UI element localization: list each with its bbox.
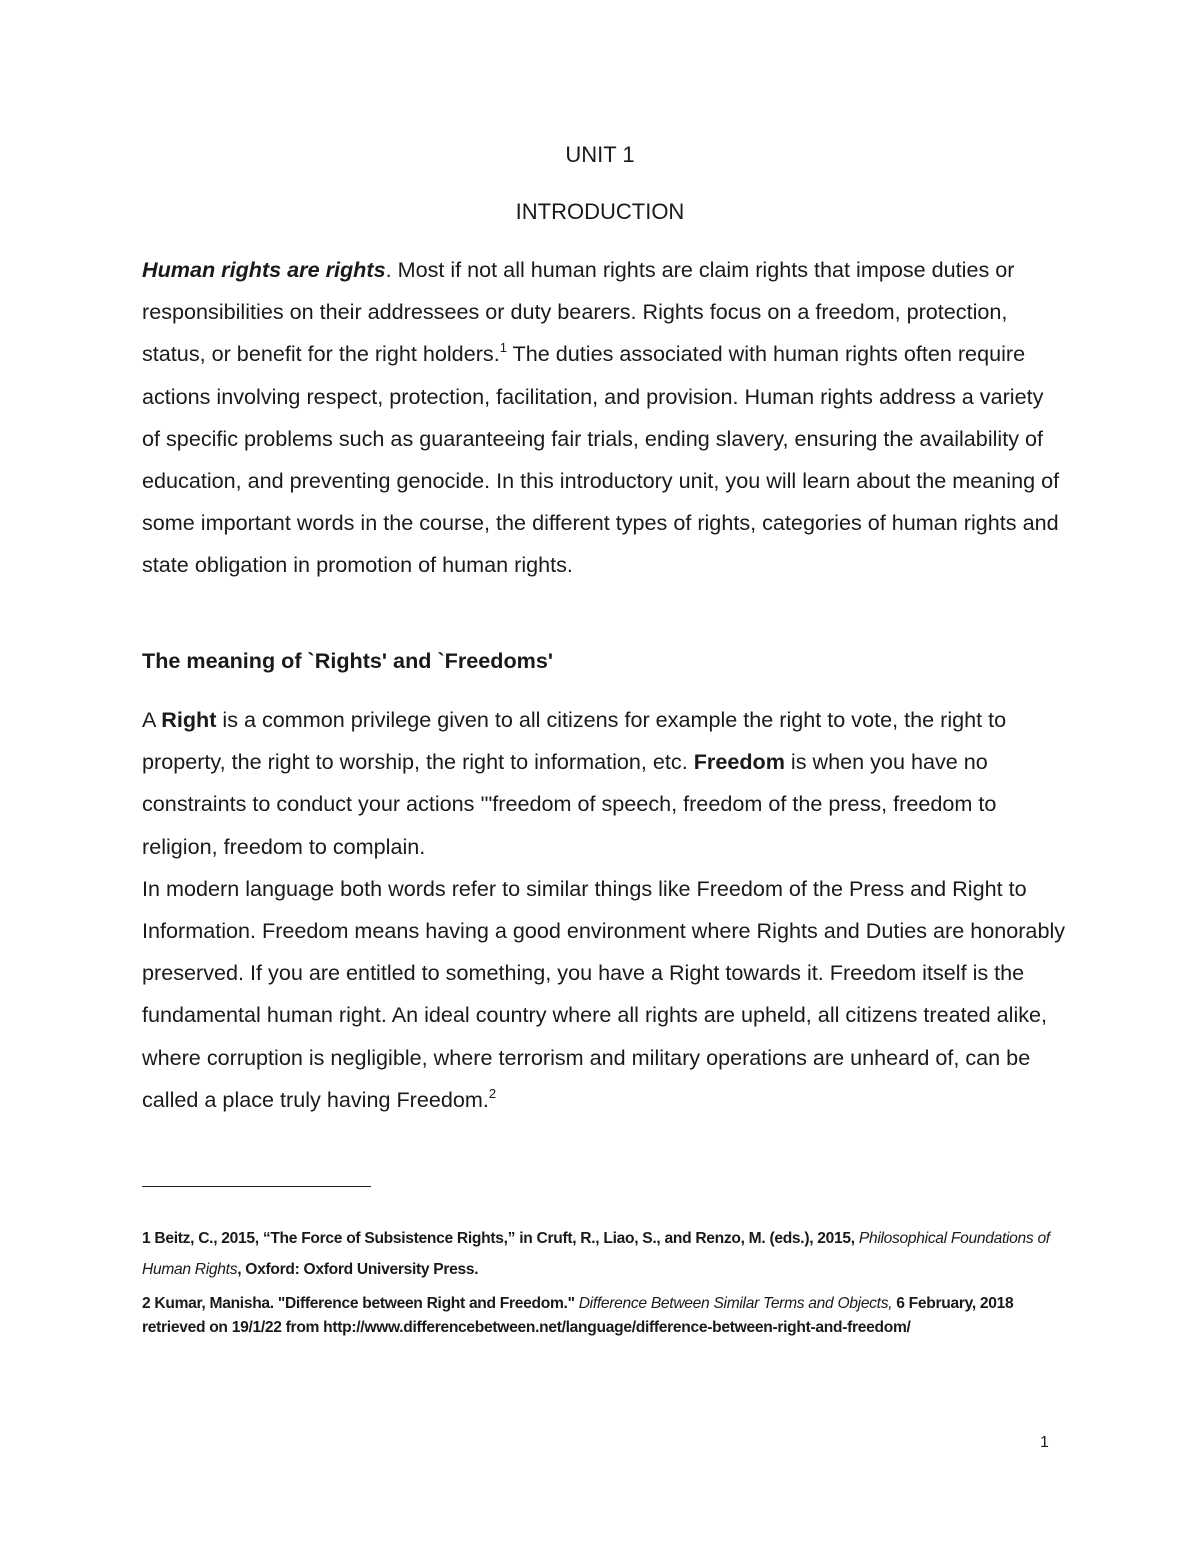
footnote-ref-1[interactable]: 1: [499, 340, 507, 356]
p1-text-c: is when you have no constraints to conduct your actions '"freedom of speech, freedom of the press, freedom to religion, freedom to complain.: [142, 749, 997, 859]
p2-text: In modern language both words refer to similar things like Freedom of the Press and Right to Information. Freedom means having a good environment where Rights and Duties are honorably preserved. If you are entitled to something, you have a Right towards it. Freedom itself is the fundamental human right. An ideal country where all rights are upheld, all citizens treated alike, where corruption is negligible, where terrorism and military operations are unheard of, can be called a place truly having Freedom.: [142, 875, 1066, 1112]
meaning-body: [142, 699, 1067, 1121]
fn2-text-a: 2 Kumar, Manisha. "Difference between Right and Freedom.": [142, 1295, 579, 1312]
freedom-term: Freedom: [693, 749, 785, 775]
right-term: Right: [161, 707, 217, 732]
fn1-text-a: 1 Beitz, C., 2015, “The Force of Subsistence Rights,” in Cruft, R., Liao, S., and Renzo, M. (eds.), 2015,: [142, 1230, 859, 1247]
meaning-paragraph-2: [142, 868, 1067, 1121]
intro-lead: Human rights are rights: [142, 257, 386, 282]
p1-text-a: A: [142, 707, 162, 732]
intro-text-a: . Most if not all human rights are claim rights that impose duties or responsibilities on their addressees or duty bearers. Rights focus on a freedom, protection, status, or benefit for the right holders.: [142, 257, 1015, 367]
unit-title: UNIT 1: [565, 142, 635, 167]
fn1-book-title: Philosophical Foundations of Human Rights: [142, 1230, 1050, 1278]
footnote-separator: [142, 1186, 371, 1187]
fn2-text-b[interactable]: 6 February, 2018 retrieved on 19/1/22 from http://www.differencebetween.net/language/difference-between-right-and-freedom/: [142, 1295, 1014, 1336]
page-number: 1: [1040, 1434, 1049, 1451]
meaning-heading: The meaning of `Rights' and `Freedoms': [142, 648, 553, 673]
p1-text-b: is a common privilege given to all citizens for example the right to vote, the right to property, the right to worship, the right to information, etc.: [142, 707, 1007, 775]
intro-paragraph: [142, 249, 1067, 587]
footnote-1: [142, 1224, 1057, 1285]
fn2-site-title: Difference Between Similar Terms and Objects,: [578, 1295, 893, 1312]
section-title: INTRODUCTION: [515, 199, 685, 224]
footnote-ref-2[interactable]: 2: [488, 1085, 497, 1101]
meaning-paragraph-1: [142, 699, 1067, 868]
intro-text-b: The duties associated with human rights often require actions involving respect, protection, facilitation, and provision. Human rights address a variety of specific problems such as guaranteeing fair trials, ending slavery, ensuring the availability of education, and preventing genocide. In this introductory unit, you will learn about the meaning of some important words in the course, the different types of rights, categories of human rights and state obligation in promotion of human rights.: [142, 341, 1060, 578]
fn1-text-b: , Oxford: Oxford University Press.: [237, 1260, 479, 1278]
footnote-2: [142, 1292, 1057, 1340]
